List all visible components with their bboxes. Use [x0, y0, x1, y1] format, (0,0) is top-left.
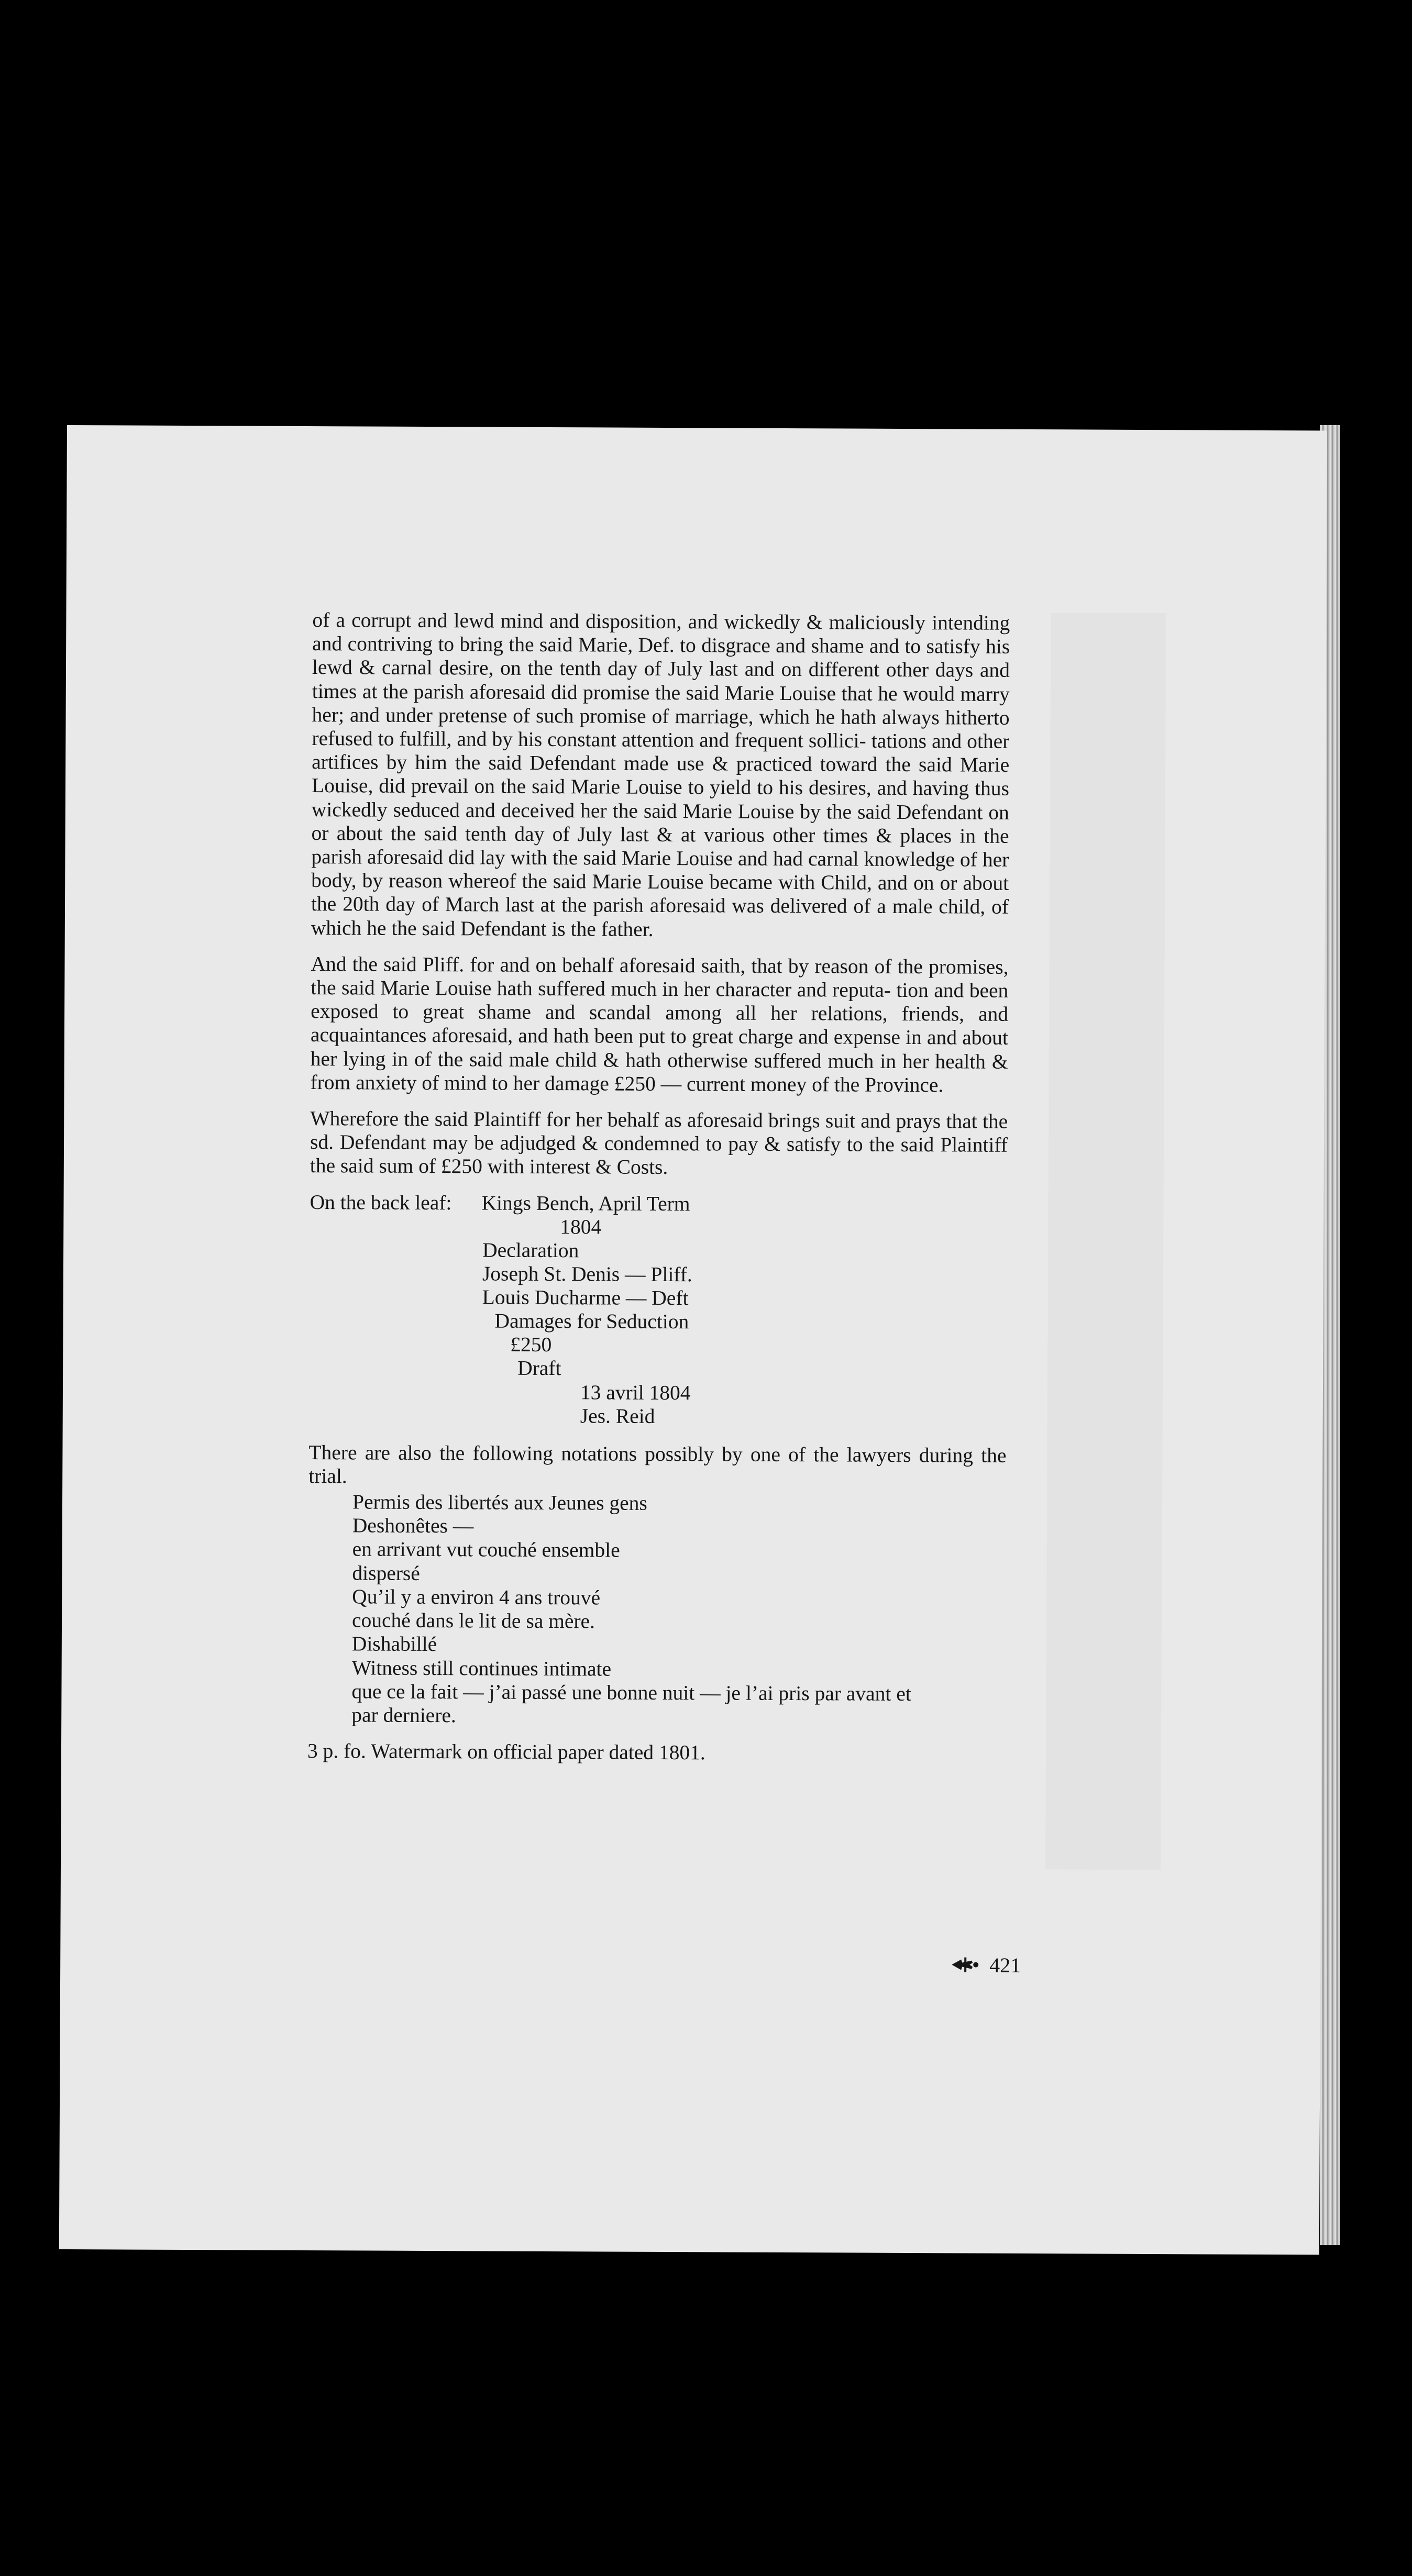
notation-line: Witness still continues intimate [351, 1656, 612, 1681]
paragraph-damages [310, 952, 1008, 1097]
back-leaf-year: 1804 [560, 1215, 602, 1239]
back-leaf-signature: Jes. Reid [580, 1404, 655, 1428]
text-line: had carnal knowledge of her body, by reason whereof the said Marie Louise [311, 847, 1009, 894]
back-leaf-court-term: Kings Bench, April Term [481, 1191, 690, 1215]
back-leaf-label: On the back leaf: [310, 1190, 452, 1214]
notation-line: Qu’il y a environ 4 ans trouvé [352, 1585, 601, 1609]
text-line: Plaintiff the said sum of £250 with interest & Costs. [310, 1133, 1008, 1179]
text-line: the said Marie Louise, did prevail on the said Marie Louise to yield to his desires, [311, 753, 1010, 800]
text-line: tion and been exposed to great shame and scandal among all her relations, friends, [311, 978, 1009, 1026]
back-leaf-plaintiff: Joseph St. Denis — Pliff. [482, 1262, 692, 1286]
page-text-block [307, 608, 1010, 1766]
notation-line: couché dans le lit de sa mère. [351, 1608, 595, 1633]
paragraph-notations-intro [308, 1441, 1006, 1491]
back-leaf-document-type: Declaration [482, 1238, 579, 1262]
page-number-block [951, 1952, 1021, 1978]
text-line: her health & from anxiety of mind to her damage £250 — current money of [310, 1049, 1008, 1096]
text-line: the sd. Defendant may be adjudged & condemned to pay & satisfy to the said [310, 1109, 1008, 1157]
text-line: And the said Pliff. for and on behalf aforesaid saith, that by reason of the [311, 952, 923, 978]
text-line: his lewd & carnal desire, on the tenth day of July last and on different other [312, 635, 1010, 682]
paragraph-declaration-body [311, 608, 1010, 943]
text-line: of a corrupt and lewd mind and disposition, and wickedly & maliciously intending [312, 608, 1010, 635]
text-line: times & places in the parish aforesaid did lay with the said Marie Louise and [311, 824, 1009, 870]
page-number: 421 [989, 1953, 1021, 1977]
text-line: aforesaid was delivered of a male child, of which he the said Defendant is the [311, 894, 1009, 941]
lawyer-notations [307, 1490, 1006, 1730]
physical-description: 3 p. fo. Watermark on official paper dated 1801. [307, 1739, 705, 1764]
text-line: Wherefore the said Plaintiff for her behalf as aforesaid brings suit and prays that [310, 1107, 977, 1133]
paragraph-prayer [310, 1107, 1008, 1181]
back-leaf-amount: £250 [510, 1333, 552, 1356]
text-line: and having thus wickedly seduced and deceived her the said Marie Louise by the [311, 776, 1010, 824]
notation-line: par derniere. [351, 1703, 456, 1727]
text-line: promises, the said Marie Louise hath suffered much in her character and reputa- [311, 955, 1009, 1002]
notation-line: Dishabillé [351, 1632, 437, 1656]
text-line: said Defendant on or about the said tenth day of July last & at various other [311, 800, 1009, 847]
text-line: trial. [308, 1464, 347, 1488]
notation-line: Deshonêtes — [352, 1514, 474, 1538]
notation-line: dispersé [352, 1561, 420, 1585]
back-leaf-defendant: Louis Ducharme — Deft [482, 1285, 689, 1309]
text-line: always hitherto refused to fulfill, and by his constant attention and frequent sollici- [312, 705, 1010, 752]
hand-pointer-ornament-icon [951, 1955, 980, 1974]
text-line: father. [601, 917, 654, 941]
text-line: would marry her; and under pretense of such promise of marriage, which he hath [312, 682, 1010, 729]
text-line: and acquaintances aforesaid, and hath been put to great charge and expense in [310, 1002, 1009, 1049]
back-leaf-endorsement [309, 1191, 1008, 1430]
back-leaf-claim: Damages for Seduction [494, 1309, 689, 1333]
bleed-through-shadow [1045, 613, 1166, 1870]
document-page [59, 425, 1327, 2255]
text-line: the Province. [834, 1073, 944, 1097]
text-line: and about her lying in of the said male child & hath otherwise suffered much in [310, 1026, 1009, 1073]
notation-line: que ce la fait — j’ai passé une bonne nuit — je l’ai pris par avant et [351, 1680, 911, 1705]
text-line: became with Child, and on or about the 20th day of March last at the parish [311, 870, 1009, 917]
back-leaf-date: 13 avril 1804 [580, 1380, 691, 1404]
text-line: days and times at the parish aforesaid did promise the said Marie Louise that he [312, 658, 1010, 705]
text-line: and contriving to bring the said Marie, Def. to disgrace and shame and to satisfy [312, 632, 980, 658]
text-line: There are also the following notations possibly by one of the lawyers during the [308, 1440, 1007, 1467]
notation-line: en arrivant vut couché ensemble [352, 1537, 620, 1562]
notation-line: Permis des libertés aux Jeunes gens [352, 1490, 647, 1515]
back-leaf-draft: Draft [517, 1356, 561, 1380]
text-line: tations and other artifices by him the said Defendant made use & practiced toward [312, 729, 1010, 776]
